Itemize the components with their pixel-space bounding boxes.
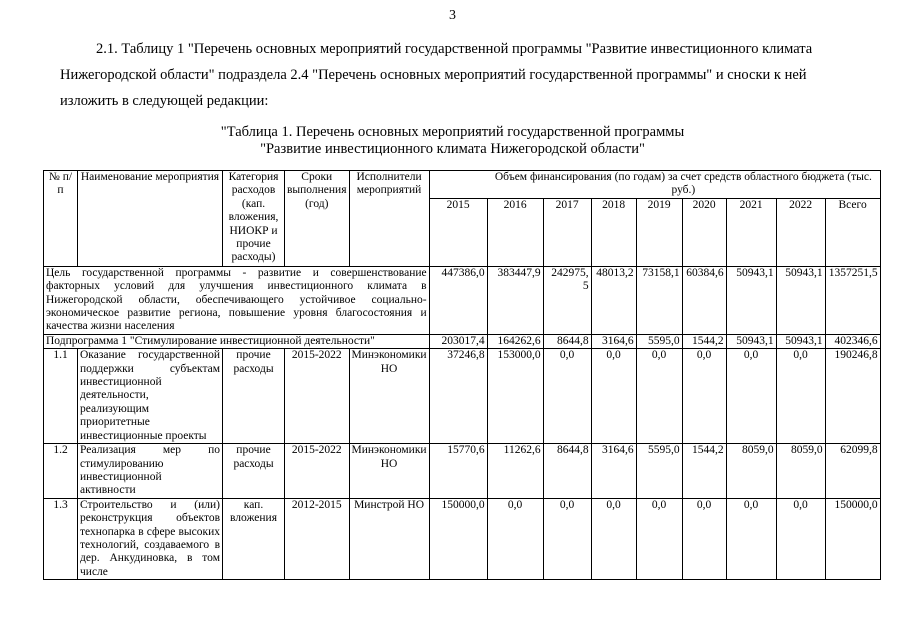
header-executor: Исполнители мероприятий xyxy=(349,171,429,267)
value-cell: 0,0 xyxy=(682,498,726,579)
row-num: 1.2 xyxy=(44,444,78,499)
row-name: Оказание государственной поддержки субъектам инвестиционной деятельности, реализующим приоритетные инвестиционные проекты xyxy=(78,349,223,444)
value-cell: 0,0 xyxy=(487,498,543,579)
value-cell: 1544,2 xyxy=(682,334,726,348)
value-cell: 402346,6 xyxy=(825,334,880,348)
intro-line-1: 2.1. Таблицу 1 "Перечень основных мероприятий государственной программы "Развитие инвестиционного климата xyxy=(96,41,813,57)
value-cell: 50943,1 xyxy=(776,334,825,348)
value-cell: 383447,9 xyxy=(487,266,543,334)
value-cell: 50943,1 xyxy=(726,334,776,348)
value-cell: 5595,0 xyxy=(636,444,682,499)
value-cell: 0,0 xyxy=(543,498,591,579)
value-cell: 0,0 xyxy=(591,498,636,579)
intro-line-2: Нижегородской области" подраздела 2.4 "Перечень основных мероприятий государственной программы" и сноски к ней xyxy=(60,67,807,83)
table-row xyxy=(44,498,881,579)
value-cell: 447386,0 xyxy=(429,266,487,334)
row-term: 2015-2022 xyxy=(285,444,350,499)
intro-line-3: изложить в следующей редакции: xyxy=(60,93,269,109)
value-cell: 0,0 xyxy=(636,498,682,579)
header-year: 2020 xyxy=(682,198,726,266)
header-year: 2022 xyxy=(776,198,825,266)
value-cell: 5595,0 xyxy=(636,334,682,348)
header-total: Всего xyxy=(825,198,880,266)
value-cell: 150000,0 xyxy=(429,498,487,579)
subprogram-row xyxy=(44,334,881,348)
subprogram-text: Подпрограмма 1 "Стимулирование инвестиционной деятельности" xyxy=(44,334,430,348)
value-cell: 150000,0 xyxy=(825,498,880,579)
value-cell: 60384,6 xyxy=(682,266,726,334)
value-cell: 50943,1 xyxy=(726,266,776,334)
value-cell: 50943,1 xyxy=(776,266,825,334)
row-executor: Минэкономики НО xyxy=(349,349,429,444)
intro-paragraph xyxy=(60,36,880,114)
row-name: Реализация мер по стимулированию инвестиционной активности xyxy=(78,444,223,499)
table-title-line-1: "Таблица 1. Перечень основных мероприятий государственной программы xyxy=(220,124,685,140)
value-cell: 0,0 xyxy=(726,349,776,444)
value-cell: 48013,2 xyxy=(591,266,636,334)
row-executor: Минэкономики НО xyxy=(349,444,429,499)
goal-text: Цель государственной программы - развитие и совершенствование факторных условий для улучшения инвестиционного климата в Нижегородской области, обеспечивающего устойчивое социально-экономическое развитие региона, повышение уровня благосостояния и качества жизни населения xyxy=(44,266,430,334)
row-category: прочие расходы xyxy=(223,349,285,444)
row-executor: Минстрой НО xyxy=(349,498,429,579)
value-cell: 15770,6 xyxy=(429,444,487,499)
value-cell: 0,0 xyxy=(726,498,776,579)
header-funding-blank xyxy=(429,171,487,199)
value-cell: 190246,8 xyxy=(825,349,880,444)
value-cell: 0,0 xyxy=(776,349,825,444)
goal-row xyxy=(44,266,881,334)
value-cell: 242975,5 xyxy=(543,266,591,334)
table-title xyxy=(0,124,905,158)
header-year: 2015 xyxy=(429,198,487,266)
value-cell: 153000,0 xyxy=(487,349,543,444)
measures-table xyxy=(43,170,881,580)
header-year: 2021 xyxy=(726,198,776,266)
row-name: Строительство и (или) реконструкция объектов технопарка в сфере высоких технологий, создаваемого в дер. Анкудиновка, в том числе xyxy=(78,498,223,579)
header-num: № п/п xyxy=(44,171,78,267)
value-cell: 62099,8 xyxy=(825,444,880,499)
value-cell: 203017,4 xyxy=(429,334,487,348)
header-name: Наименование мероприятия xyxy=(78,171,223,267)
value-cell: 1357251,5 xyxy=(825,266,880,334)
header-year: 2017 xyxy=(543,198,591,266)
row-num: 1.3 xyxy=(44,498,78,579)
page-number: 3 xyxy=(449,8,456,23)
header-year: 2016 xyxy=(487,198,543,266)
table-title-line-2: "Развитие инвестиционного климата Нижегородской области" xyxy=(260,141,645,157)
value-cell: 3164,6 xyxy=(591,334,636,348)
value-cell: 3164,6 xyxy=(591,444,636,499)
table-row xyxy=(44,349,881,444)
value-cell: 1544,2 xyxy=(682,444,726,499)
header-year: 2019 xyxy=(636,198,682,266)
value-cell: 0,0 xyxy=(636,349,682,444)
header-year: 2018 xyxy=(591,198,636,266)
header-term: Сроки выполнения (год) xyxy=(285,171,350,267)
table-row xyxy=(44,444,881,499)
row-category: кап. вложения xyxy=(223,498,285,579)
row-term: 2015-2022 xyxy=(285,349,350,444)
value-cell: 37246,8 xyxy=(429,349,487,444)
value-cell: 73158,1 xyxy=(636,266,682,334)
row-num: 1.1 xyxy=(44,349,78,444)
value-cell: 0,0 xyxy=(682,349,726,444)
value-cell: 0,0 xyxy=(543,349,591,444)
header-funding: Объем финансирования (по годам) за счет средств областного бюджета (тыс. руб.) xyxy=(487,171,880,199)
header-row-1 xyxy=(44,171,881,199)
header-category: Категория расходов (кап. вложения, НИОКР и прочие расходы) xyxy=(223,171,285,267)
value-cell: 0,0 xyxy=(776,498,825,579)
value-cell: 8644,8 xyxy=(543,334,591,348)
value-cell: 8644,8 xyxy=(543,444,591,499)
value-cell: 11262,6 xyxy=(487,444,543,499)
value-cell: 8059,0 xyxy=(776,444,825,499)
value-cell: 0,0 xyxy=(591,349,636,444)
row-category: прочие расходы xyxy=(223,444,285,499)
value-cell: 8059,0 xyxy=(726,444,776,499)
value-cell: 164262,6 xyxy=(487,334,543,348)
row-term: 2012-2015 xyxy=(285,498,350,579)
